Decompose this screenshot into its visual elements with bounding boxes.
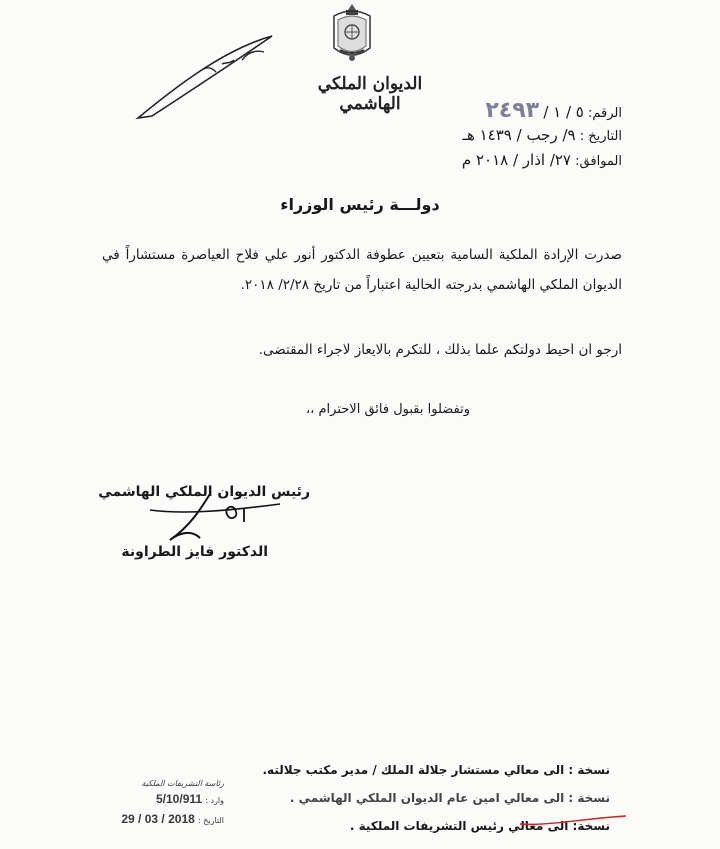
receipt-date-label: التاريخ :	[197, 816, 224, 825]
hijri-date-value: ٩/ رجب / ١٤٣٩ هـ	[462, 126, 576, 144]
copy-line-2: نسخة : الى معالي امين عام الديوان الملكي الهاشمي .	[289, 791, 610, 805]
handwritten-annotation	[132, 30, 282, 122]
receipt-date-value: 2018 / 03 / 29	[121, 812, 195, 826]
reference-number-row	[342, 98, 622, 123]
organization-name: الديوان الملكي الهاشمي	[317, 74, 423, 114]
signer-title: رئيس الديوان الملكي الهاشمي	[98, 484, 310, 500]
reference-number-stamp: ٢٤٩٣	[485, 98, 540, 123]
body-paragraph-2: ارجو ان احيط دولتكم علما بذلك ، للتكرم بالايعاز لاجراء المقتضى.	[258, 342, 622, 358]
receipt-incoming-row	[104, 790, 224, 810]
signer-name: الدكتور فايز الطراونة	[121, 544, 268, 560]
hijri-date-label: التاريخ :	[579, 129, 622, 144]
royal-crest-icon	[326, 2, 378, 64]
handwritten-signature	[140, 490, 290, 550]
copy-line-3: نسخة: الى معالي رئيس التشريفات الملكية .	[349, 819, 610, 833]
gregorian-date-label: الموافق:	[575, 154, 622, 169]
copy-line-1: نسخة : الى معالي مستشار جلالة الملك / مدير مكتب جلالته.	[262, 763, 610, 777]
receipt-stamp-title: رئاسة التشريفات الملكية	[141, 779, 224, 788]
gregorian-date-value: ٢٧/ اذار / ٢٠١٨ م	[461, 151, 571, 169]
reference-number-label: الرقم:	[588, 106, 622, 121]
receipt-incoming-label: وارد :	[205, 796, 224, 805]
receipt-incoming-value: 5/10/911	[156, 792, 203, 806]
hijri-date-row	[342, 123, 622, 148]
reference-block	[342, 98, 622, 173]
recipient-heading: دولـــة رئيس الوزراء	[280, 195, 440, 214]
closing-salutation: وتفضلوا بقبول فائق الاحترام ،،	[305, 402, 470, 417]
receipt-stamp	[104, 778, 224, 830]
reference-number-value: ٥ / ١ /	[543, 103, 584, 121]
red-pen-mark	[518, 814, 628, 828]
gregorian-date-row	[342, 148, 622, 173]
body-paragraph-1: صدرت الإرادة الملكية السامية بتعيين عطوفة الدكتور أنور علي فلاح العياصرة مستشاراً في الديوان الملكي الهاشمي بدرجته الحالية اعتباراً من تاريخ ٢/٢٨/ ٢٠١٨.	[102, 247, 622, 293]
receipt-date-row	[104, 810, 224, 830]
